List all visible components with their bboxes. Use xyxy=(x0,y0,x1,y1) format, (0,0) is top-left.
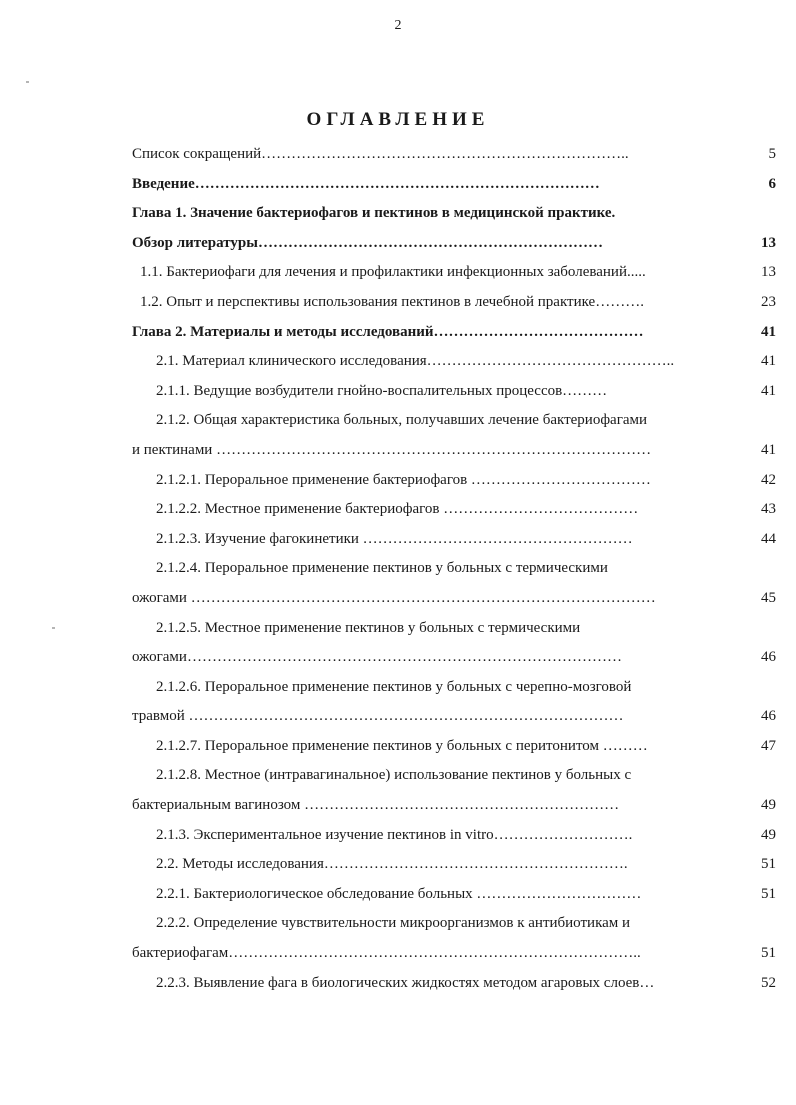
toc-entry-text: ожогами…………………………………………………………………………… xyxy=(132,649,622,666)
toc-entry xyxy=(132,909,782,939)
toc-entry-page: 6 xyxy=(768,175,776,192)
toc-entry-page: 41 xyxy=(761,353,776,370)
toc-entry-page: 13 xyxy=(761,234,776,251)
toc-entry-text: 2.1.1. Ведущие возбудители гнойно-воспалительных процессов……… xyxy=(156,382,608,399)
toc-entry-text: бактериофагам……………………………………………………………………….. xyxy=(132,945,641,962)
toc-entry xyxy=(132,880,782,910)
toc-entry xyxy=(132,318,782,348)
toc-entry-page: 46 xyxy=(761,708,776,725)
toc-entry-text: 2.1.2.2. Местное применение бактериофагов ………………………………… xyxy=(156,501,639,518)
toc-entry xyxy=(132,170,782,200)
toc-entry-text: Глава 1. Значение бактериофагов и пектинов в медицинской практике. xyxy=(132,205,616,222)
toc-entry-page: 41 xyxy=(761,382,776,399)
toc-entry-text: Введение……………………………………………………………………… xyxy=(132,175,600,192)
toc-entry-page: 47 xyxy=(761,737,776,754)
toc-entry xyxy=(132,495,782,525)
toc-entry xyxy=(132,406,782,436)
toc-entry-text: 2.2. Методы исследования……………………………………………………. xyxy=(156,856,628,873)
toc-entry-text: 2.1.3. Экспериментальное изучение пектинов in vitro………………………. xyxy=(156,826,633,843)
toc-entry xyxy=(132,850,782,880)
toc-entry-page: 41 xyxy=(761,323,776,340)
toc-entry-text: 2.2.1. Бактериологическое обследование больных …………………………… xyxy=(156,885,642,902)
toc-entry xyxy=(132,939,782,969)
toc-entry-text: Глава 2. Материалы и методы исследований…………………………………… xyxy=(132,323,644,340)
toc-entry xyxy=(132,643,782,673)
page-number: 2 xyxy=(394,18,402,33)
scan-speck xyxy=(26,81,29,83)
toc-entry xyxy=(132,347,782,377)
toc-entry-page: 46 xyxy=(761,649,776,666)
toc-entry-text: 1.1. Бактериофаги для лечения и профилактики инфекционных заболеваний..... xyxy=(140,264,646,281)
toc-entry-text: 2.1.2.7. Пероральное применение пектинов у больных с перитонитом ……… xyxy=(156,737,648,754)
toc-entry-text: 2.2.2. Определение чувствительности микроорганизмов к антибиотикам и xyxy=(156,915,631,932)
toc-entry xyxy=(132,288,782,318)
toc-entry xyxy=(132,554,782,584)
toc-entry xyxy=(132,258,782,288)
toc-entry-page: 43 xyxy=(761,501,776,518)
toc-entry-text: 1.2. Опыт и перспективы использования пектинов в лечебной практике………. xyxy=(140,293,644,310)
toc-entry-page: 49 xyxy=(761,826,776,843)
toc-entry-page: 49 xyxy=(761,797,776,814)
toc-entry-page: 23 xyxy=(761,293,776,310)
toc-entry-text: бактериальным вагинозом ……………………………………………………… xyxy=(132,797,620,814)
toc-entry-page: 44 xyxy=(761,530,776,547)
toc-entry-text: 2.1.2.4. Пероральное применение пектинов у больных с термическими xyxy=(156,560,608,577)
toc-entry xyxy=(132,436,782,466)
table-of-contents xyxy=(132,140,782,998)
toc-entry-text: и пектинами …………………………………………………………………………… xyxy=(132,441,652,458)
toc-entry-text: 2.2.3. Выявление фага в биологических жидкостях методом агаровых слоев… xyxy=(156,974,655,991)
toc-entry-page: 5 xyxy=(768,146,776,162)
toc-entry xyxy=(132,525,782,555)
toc-entry-text: Список сокращений……………………………………………………………….. xyxy=(132,146,629,162)
toc-entry-page: 51 xyxy=(761,945,776,962)
toc-entry-text: 2.1.2.3. Изучение фагокинетики ……………………………………………… xyxy=(156,530,633,547)
toc-entry-page: 41 xyxy=(761,441,776,458)
toc-title: ОГЛАВЛЕНИЕ xyxy=(306,109,490,130)
scan-speck xyxy=(52,627,55,629)
toc-entry xyxy=(132,584,782,614)
toc-entry-text: 2.1.2.5. Местное применение пектинов у больных с термическими xyxy=(156,619,581,636)
toc-entry-page: 51 xyxy=(761,856,776,873)
toc-entry xyxy=(132,199,782,229)
toc-entry-page: 45 xyxy=(761,589,776,606)
toc-entry-text: травмой …………………………………………………………………………… xyxy=(132,708,624,725)
toc-entry-page: 13 xyxy=(761,264,776,281)
toc-entry-text: 2.1.2.1. Пероральное применение бактериофагов ……………………………… xyxy=(156,471,651,488)
toc-entry-text: 2.1.2.8. Местное (интравагинальное) использование пектинов у больных с xyxy=(156,767,632,784)
toc-entry xyxy=(132,377,782,407)
toc-entry xyxy=(132,673,782,703)
toc-entry xyxy=(132,140,782,170)
toc-entry-page: 42 xyxy=(761,471,776,488)
toc-entry xyxy=(132,969,782,999)
toc-entry xyxy=(132,821,782,851)
toc-entry xyxy=(132,761,782,791)
toc-entry xyxy=(132,732,782,762)
toc-entry-page: 51 xyxy=(761,885,776,902)
toc-entry xyxy=(132,466,782,496)
toc-entry-text: Обзор литературы…………………………………………………………… xyxy=(132,234,603,251)
toc-entry-text: 2.1. Материал клинического исследования………………………………………….. xyxy=(156,353,675,370)
toc-entry xyxy=(132,791,782,821)
toc-entry xyxy=(132,229,782,259)
toc-entry-text: 2.1.2. Общая характеристика больных, получавших лечение бактериофагами xyxy=(156,412,648,429)
toc-entry xyxy=(132,614,782,644)
toc-entry-text: ожогами ………………………………………………………………………………… xyxy=(132,589,656,606)
toc-entry xyxy=(132,702,782,732)
toc-entry-text: 2.1.2.6. Пероральное применение пектинов у больных с черепно-мозговой xyxy=(156,678,632,695)
toc-entry-page: 52 xyxy=(761,974,776,991)
